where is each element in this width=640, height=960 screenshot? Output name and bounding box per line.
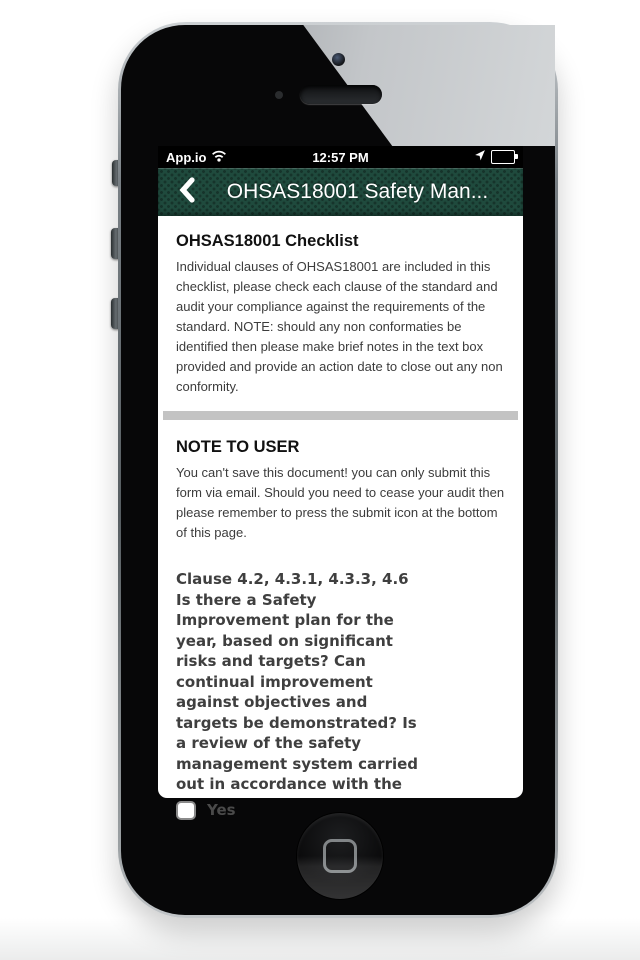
floor-shadow — [0, 918, 640, 960]
phone-rim — [118, 22, 558, 918]
chevron-left-icon — [176, 177, 198, 208]
section-divider — [163, 411, 518, 420]
clause-reference: Clause 4.2, 4.3.1, 4.3.3, 4.6 — [176, 570, 409, 588]
back-button[interactable] — [172, 177, 202, 207]
clock: 12:57 PM — [312, 149, 369, 165]
phone-body — [121, 25, 555, 915]
note-text: You can't save this document! you can only submit this form via email. Should you need to cease your audit then please remember to press the submit icon at the bottom of this page. — [176, 465, 505, 540]
status-right-block — [473, 149, 515, 165]
carrier-label: App.io — [166, 149, 207, 165]
battery-icon — [491, 150, 515, 164]
scrollable-content[interactable] — [158, 216, 523, 819]
earpiece-speaker — [300, 85, 382, 104]
checklist-intro-text: Individual clauses of OHSAS18001 are included in this checklist, please check each clause of the standard and audit your compliance against the requirements of the standard. NOTE: should any non conformaties be identified then please make brief notes in the text box provided and provide an action date to close out any non conformity. — [176, 259, 503, 394]
status-bar — [158, 146, 523, 168]
proximity-sensor — [275, 91, 283, 99]
note-heading: NOTE TO USER — [176, 438, 300, 456]
app-screen — [158, 146, 523, 819]
home-button[interactable] — [297, 813, 383, 899]
checklist-heading: OHSAS18001 Checklist — [176, 232, 359, 250]
question-text: Is there a Safety Improvement plan for the year, based on significant risks and targets? Can continual improvement against objectives and targets be demonstrated? Is a review of the safety management system carried out in accordance with the — [176, 590, 419, 793]
front-camera — [332, 53, 345, 66]
question-block — [176, 569, 424, 795]
option-label: Yes — [207, 801, 236, 819]
iphone-mockup — [110, 20, 562, 922]
page-title: OHSAS18001 Safety Man... — [226, 180, 489, 203]
checkbox-icon[interactable] — [176, 801, 196, 820]
home-square-icon — [323, 839, 357, 873]
navigation-bar — [158, 168, 523, 216]
location-arrow-icon — [473, 149, 486, 165]
